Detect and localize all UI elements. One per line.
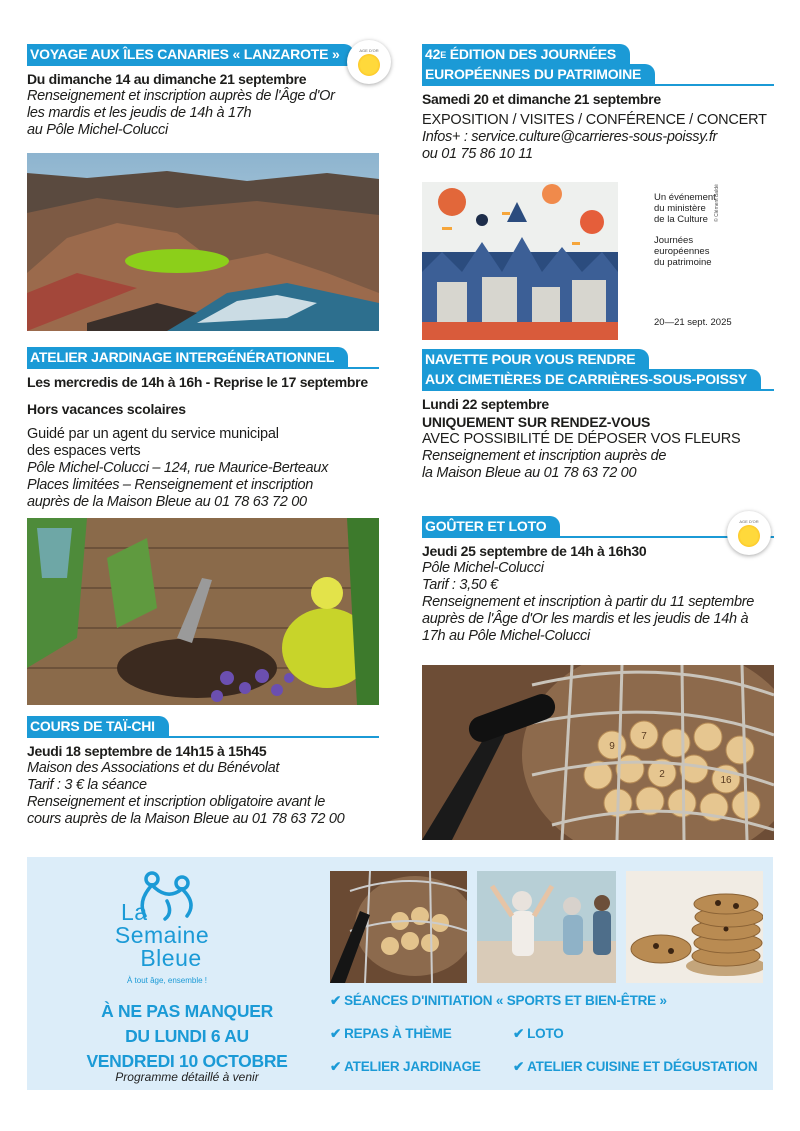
taichi-tag-line xyxy=(27,716,379,738)
sun-icon xyxy=(738,525,760,547)
navette-date: Lundi 22 septembre xyxy=(422,396,549,412)
ball-1: 7 xyxy=(641,731,647,742)
poster-title-1: Journées xyxy=(654,235,694,246)
loto-title: GOÛTER ET LOTO xyxy=(422,516,560,536)
age-dor-badge xyxy=(347,40,391,84)
loto-info-2: Tarif : 3,50 € xyxy=(422,577,498,593)
canaries-section xyxy=(27,44,379,139)
item-jardinage xyxy=(330,1059,481,1075)
semaine-bleue-box xyxy=(27,857,773,1090)
cookies-photo xyxy=(626,871,763,983)
navette-section xyxy=(422,349,774,482)
poster-event-1: Un événement xyxy=(654,192,716,203)
semaine-bleue-slogan: À tout âge, ensemble ! xyxy=(126,976,208,985)
jardinage-date: Les mercredis de 14h à 16h - Reprise le 17 septembre xyxy=(27,374,368,390)
canaries-title: VOYAGE AUX ÎLES CANARIES « LANZAROTE » xyxy=(27,44,354,64)
item-cuisine-label: ATELIER CUISINE ET DÉGUSTATION xyxy=(527,1059,758,1074)
cta-line-1: À NE PAS MANQUER xyxy=(101,1001,273,1021)
jardinage-info-2: Places limitées – Renseignement et inscription xyxy=(27,477,314,493)
navette-title-line-2: AUX CIMETIÈRES DE CARRIÈRES-SOUS-POISSY xyxy=(422,369,761,389)
patrimoine-tag-line xyxy=(422,64,774,86)
garden-photo xyxy=(27,518,379,705)
loto-tag-line xyxy=(422,516,774,538)
item-repas-label: REPAS À THÈME xyxy=(344,1026,452,1041)
loto-info-3: Renseignement et inscription à partir du 11 septembre xyxy=(422,594,755,610)
edition-suffix: E xyxy=(440,50,446,60)
loto-info-5: 17h au Pôle Michel-Colucci xyxy=(422,628,590,644)
loto-photo xyxy=(422,665,774,840)
item-sports-label: SÉANCES D'INITIATION « SPORTS ET BIEN-ÊTRE » xyxy=(344,993,667,1008)
poster-event-2: du ministère xyxy=(654,203,706,214)
lanzarote-photo xyxy=(27,153,379,331)
cta-line-3: VENDREDI 10 OCTOBRE xyxy=(86,1051,288,1071)
poster-event-block xyxy=(654,192,716,268)
item-repas xyxy=(330,1026,452,1042)
ball-3: 2 xyxy=(659,769,665,780)
jardinage-info-3: auprès de la Maison Bleue au 01 78 63 72 00 xyxy=(27,494,307,510)
badge-label: AGE D'OR xyxy=(359,47,379,53)
jardinage-info-1: Pôle Michel-Colucci – 124, rue Maurice-Berteaux xyxy=(27,460,329,476)
semaine-bleue-note: Programme détaillé à venir xyxy=(115,1070,259,1084)
bingo-cage-photo xyxy=(330,871,467,983)
patrimoine-date: Samedi 20 et dimanche 21 septembre xyxy=(422,91,661,107)
navette-subtitle: UNIQUEMENT SUR RENDEZ-VOUS xyxy=(422,414,651,430)
patrimoine-title-line-1 xyxy=(422,44,630,64)
check-icon: ✔ xyxy=(330,1026,342,1041)
patrimoine-info-2: ou 01 75 86 10 11 xyxy=(422,146,533,162)
item-cuisine xyxy=(513,1059,757,1075)
taichi-info-4: cours auprès de la Maison Bleue au 01 78 63 72 00 xyxy=(27,811,345,827)
logo-line-2: Semaine xyxy=(114,922,210,948)
loto-info-1: Pôle Michel-Colucci xyxy=(422,560,544,576)
ball-2: 16 xyxy=(720,775,732,786)
canaries-info-1: Renseignement et inscription auprès de l'Âge d'Or xyxy=(27,88,335,104)
canaries-info-2: les mardis et les jeudis de 14h à 17h xyxy=(27,105,252,121)
semaine-bleue-cta xyxy=(57,999,317,1074)
navette-info-2: la Maison Bleue au 01 78 63 72 00 xyxy=(422,465,637,481)
semaine-bleue-logo xyxy=(97,901,227,970)
poster-illustration xyxy=(422,182,618,340)
canaries-date: Du dimanche 14 au dimanche 21 septembre xyxy=(27,71,307,87)
jardinage-section xyxy=(27,347,379,511)
patrimoine-title-line-2: EUROPÉENNES DU PATRIMOINE xyxy=(422,64,655,84)
taichi-section xyxy=(27,716,379,828)
sun-icon xyxy=(358,54,380,76)
loto-date: Jeudi 25 septembre de 14h à 16h30 xyxy=(422,543,647,559)
jardinage-desc-2: des espaces verts xyxy=(27,443,141,459)
navette-info-1: Renseignement et inscription auprès de xyxy=(422,448,667,464)
ball-4: 9 xyxy=(609,741,615,752)
taichi-info-3: Renseignement et inscription obligatoire avant le xyxy=(27,794,326,810)
seniors-dancing-photo xyxy=(477,871,616,983)
item-sports xyxy=(330,993,667,1009)
patrimoine-section xyxy=(422,44,774,163)
poster-title-3: du patrimoine xyxy=(654,257,712,268)
logo-line-1: La xyxy=(121,899,148,925)
item-loto-label: LOTO xyxy=(527,1026,564,1041)
jardinage-subtitle: Hors vacances scolaires xyxy=(27,401,186,417)
jardinage-tag-line xyxy=(27,347,379,369)
poster-dates: 20—21 sept. 2025 xyxy=(654,317,732,328)
edition-rest: ÉDITION DES JOURNÉES xyxy=(446,46,617,62)
loto-section xyxy=(422,516,774,645)
check-icon: ✔ xyxy=(513,1026,525,1041)
check-icon: ✔ xyxy=(330,993,342,1008)
navette-desc: AVEC POSSIBILITÉ DE DÉPOSER VOS FLEURS xyxy=(422,431,741,447)
taichi-title: COURS DE TAÏ-CHI xyxy=(27,716,169,736)
poster-title-2: européennes xyxy=(654,246,710,257)
badge-label-2: AGE D'OR xyxy=(739,518,759,524)
canaries-tag-line xyxy=(27,44,379,66)
navette-title-line-1: NAVETTE POUR VOUS RENDRE xyxy=(422,349,649,369)
check-icon: ✔ xyxy=(513,1059,525,1074)
loto-info-4: auprès de l'Âge d'Or les mardis et les jeudis de 14h à xyxy=(422,611,749,627)
item-jardinage-label: ATELIER JARDINAGE xyxy=(344,1059,481,1074)
jardinage-title: ATELIER JARDINAGE INTERGÉNÉRATIONNEL xyxy=(27,347,348,367)
navette-tag-line xyxy=(422,369,774,391)
age-dor-badge-2 xyxy=(727,511,771,555)
logo-line-3: Bleue xyxy=(140,945,202,971)
edition-number: 42 xyxy=(425,46,441,62)
patrimoine-info-1: Infos+ : service.culture@carrieres-sous-poissy.fr xyxy=(422,129,718,145)
taichi-info-1: Maison des Associations et du Bénévolat xyxy=(27,760,280,776)
patrimoine-poster xyxy=(422,182,774,340)
poster-event-3: de la Culture xyxy=(654,214,708,225)
taichi-info-2: Tarif : 3 € la séance xyxy=(27,777,147,793)
jardinage-desc-1: Guidé par un agent du service municipal xyxy=(27,426,279,442)
canaries-info-3: au Pôle Michel-Colucci xyxy=(27,122,168,138)
taichi-date: Jeudi 18 septembre de 14h15 à 15h45 xyxy=(27,743,267,759)
patrimoine-tag-block xyxy=(422,44,774,86)
item-loto xyxy=(513,1026,564,1042)
poster-credit: © Clément Baldé xyxy=(714,184,720,222)
check-icon: ✔ xyxy=(330,1059,342,1074)
cta-line-2: DU LUNDI 6 AU xyxy=(125,1026,249,1046)
patrimoine-activities: EXPOSITION / VISITES / CONFÉRENCE / CONCERT xyxy=(422,112,767,128)
